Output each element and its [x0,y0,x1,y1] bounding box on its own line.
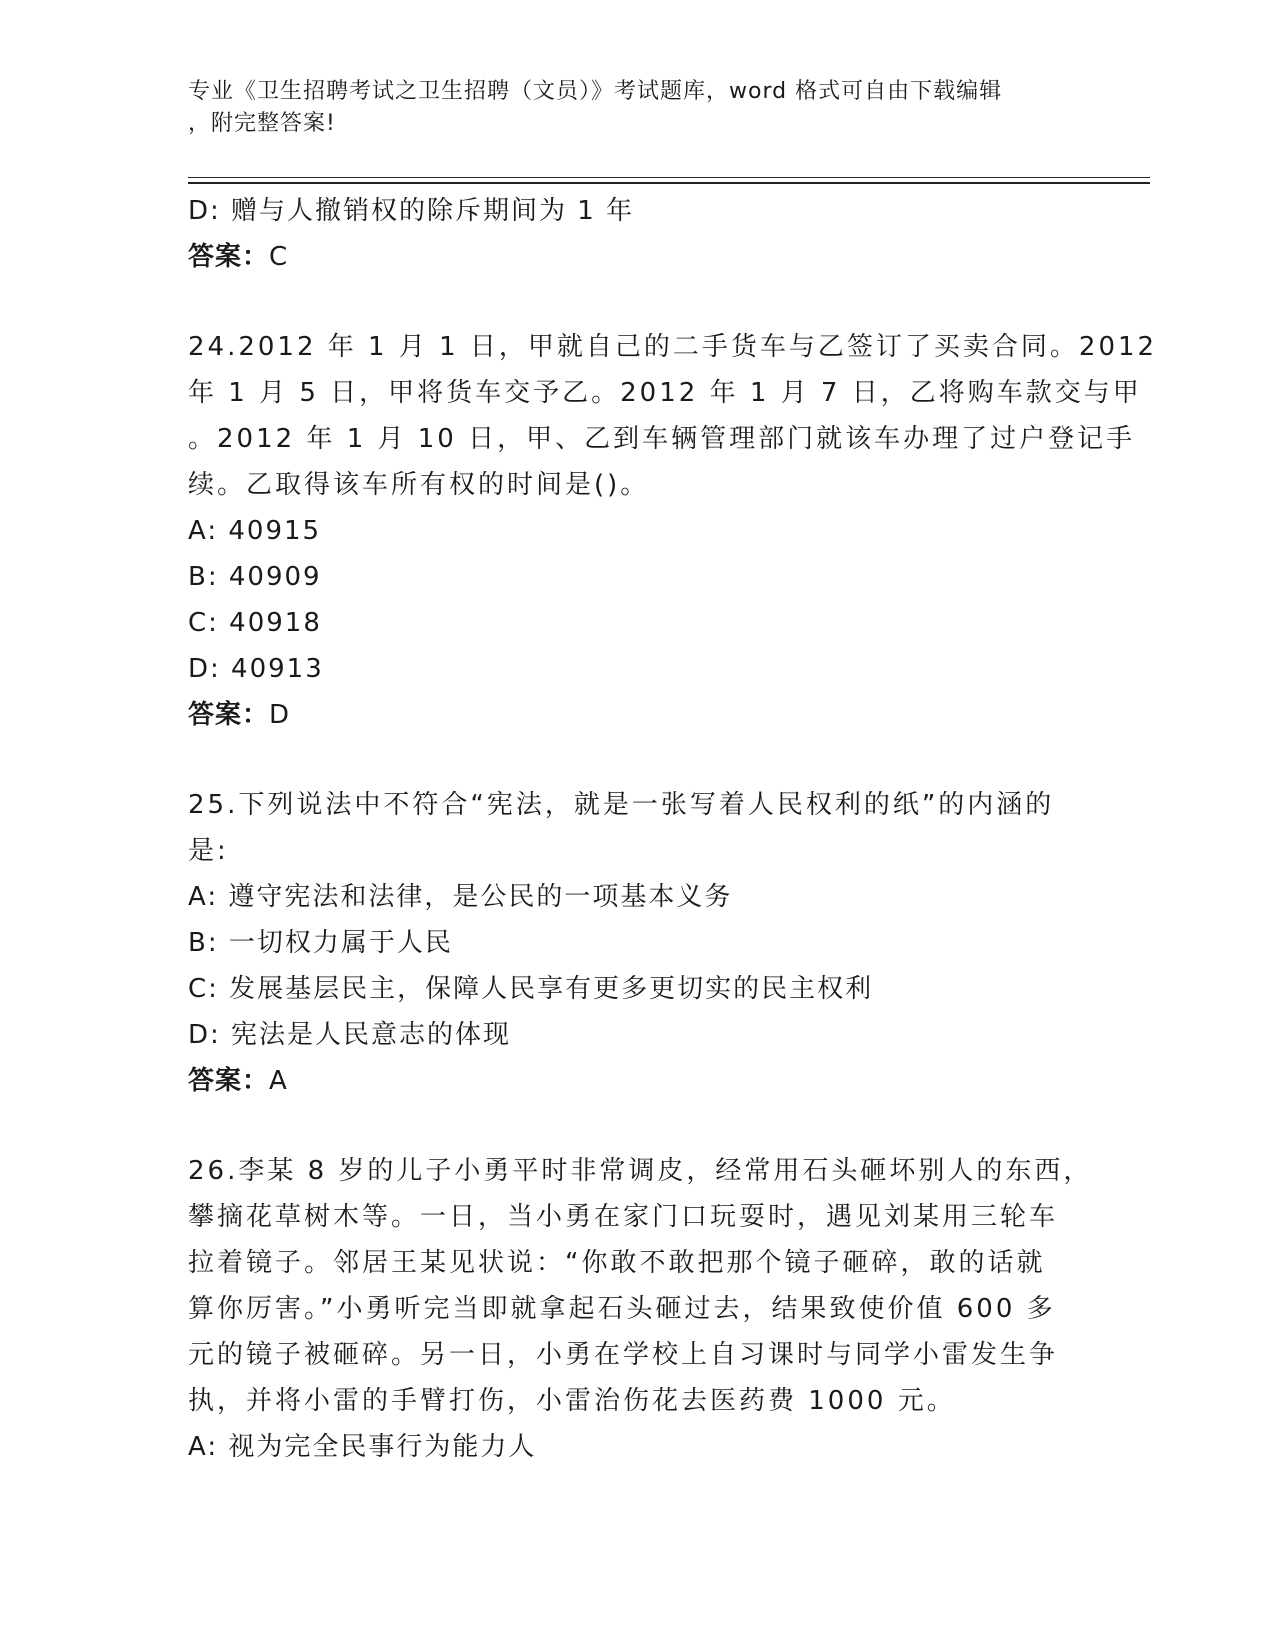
question-stem [188,782,1088,874]
answer-value: A [269,1066,288,1096]
stem-line: 是: [188,836,229,866]
answer-value: C [269,242,289,272]
stem-line: 。2012 年 1 月 10 日，甲、乙到车辆管理部门就该车办理了过户登记手 [188,424,1136,454]
option-d: D: 赠与人撤销权的除斥期间为 1 年 [188,196,635,226]
stem-line: 25.下列说法中不符合“宪法，就是一张写着人民权利的纸”的内涵的 [188,790,1055,820]
stem-line: 攀摘花草树木等。一日，当小勇在家门口玩耍时，遇见刘某用三轮车 [188,1202,1059,1232]
stem-line: 年 1 月 5 日，甲将货车交予乙。2012 年 1 月 7 日，乙将购车款交与甲 [188,378,1142,408]
answer-line [188,234,1088,280]
stem-line: 24.2012 年 1 月 1 日，甲就自己的二手货车与乙签订了买卖合同。2012 [188,332,1158,362]
option-b: B: 一切权力属于人民 [188,928,453,958]
option-a: A: 40915 [188,516,322,546]
option-a: A: 遵守宪法和法律，是公民的一项基本义务 [188,882,733,912]
answer-label: 答案： [188,242,270,272]
answer-line [188,1058,1088,1104]
answer-label: 答案： [188,1066,270,1096]
stem-line: 26.李某 8 岁的儿子小勇平时非常调皮，经常用石头砸坏别人的东西， [188,1156,1093,1186]
stem-line: 算你厉害。”小勇听完当即就拿起石头砸过去，结果致使价值 600 多 [188,1294,1056,1324]
question-content [188,188,1158,1470]
previous-question-tail [188,188,1088,280]
header-divider-thin [188,177,1150,178]
answer-label: 答案： [188,700,270,730]
stem-line: 元的镜子被砸碎。另一日，小勇在学校上自习课时与同学小雷发生争 [188,1340,1059,1370]
stem-line: 拉着镜子。邻居王某见状说：“你敢不敢把那个镜子砸碎，敢的话就 [188,1248,1046,1278]
option-a: A: 视为完全民事行为能力人 [188,1432,537,1462]
option-c: C: 40918 [188,608,322,638]
answer-line [188,692,1088,738]
question-stem [188,324,1158,508]
stem-line: 续。乙取得该车所有权的时间是()。 [188,470,650,500]
stem-line: 执，并将小雷的手臂打伤，小雷治伤花去医药费 1000 元。 [188,1386,956,1416]
question-stem [188,1148,1093,1424]
header-divider-thick [188,182,1150,184]
answer-value: D [269,700,291,730]
header-line-2: ，附完整答案! [188,111,336,136]
question-26 [188,1148,1093,1470]
option-d: D: 40913 [188,654,324,684]
option-b: B: 40909 [188,562,322,592]
option-d: D: 宪法是人民意志的体现 [188,1020,512,1050]
question-25 [188,782,1088,1104]
document-header [188,76,1068,140]
option-c: C: 发展基层民主，保障人民享有更多更切实的民主权利 [188,974,874,1004]
question-24 [188,324,1158,738]
header-line-1: 专业《卫生招聘考试之卫生招聘（文员）》考试题库，word 格式可自由下载编辑 [188,79,1003,104]
